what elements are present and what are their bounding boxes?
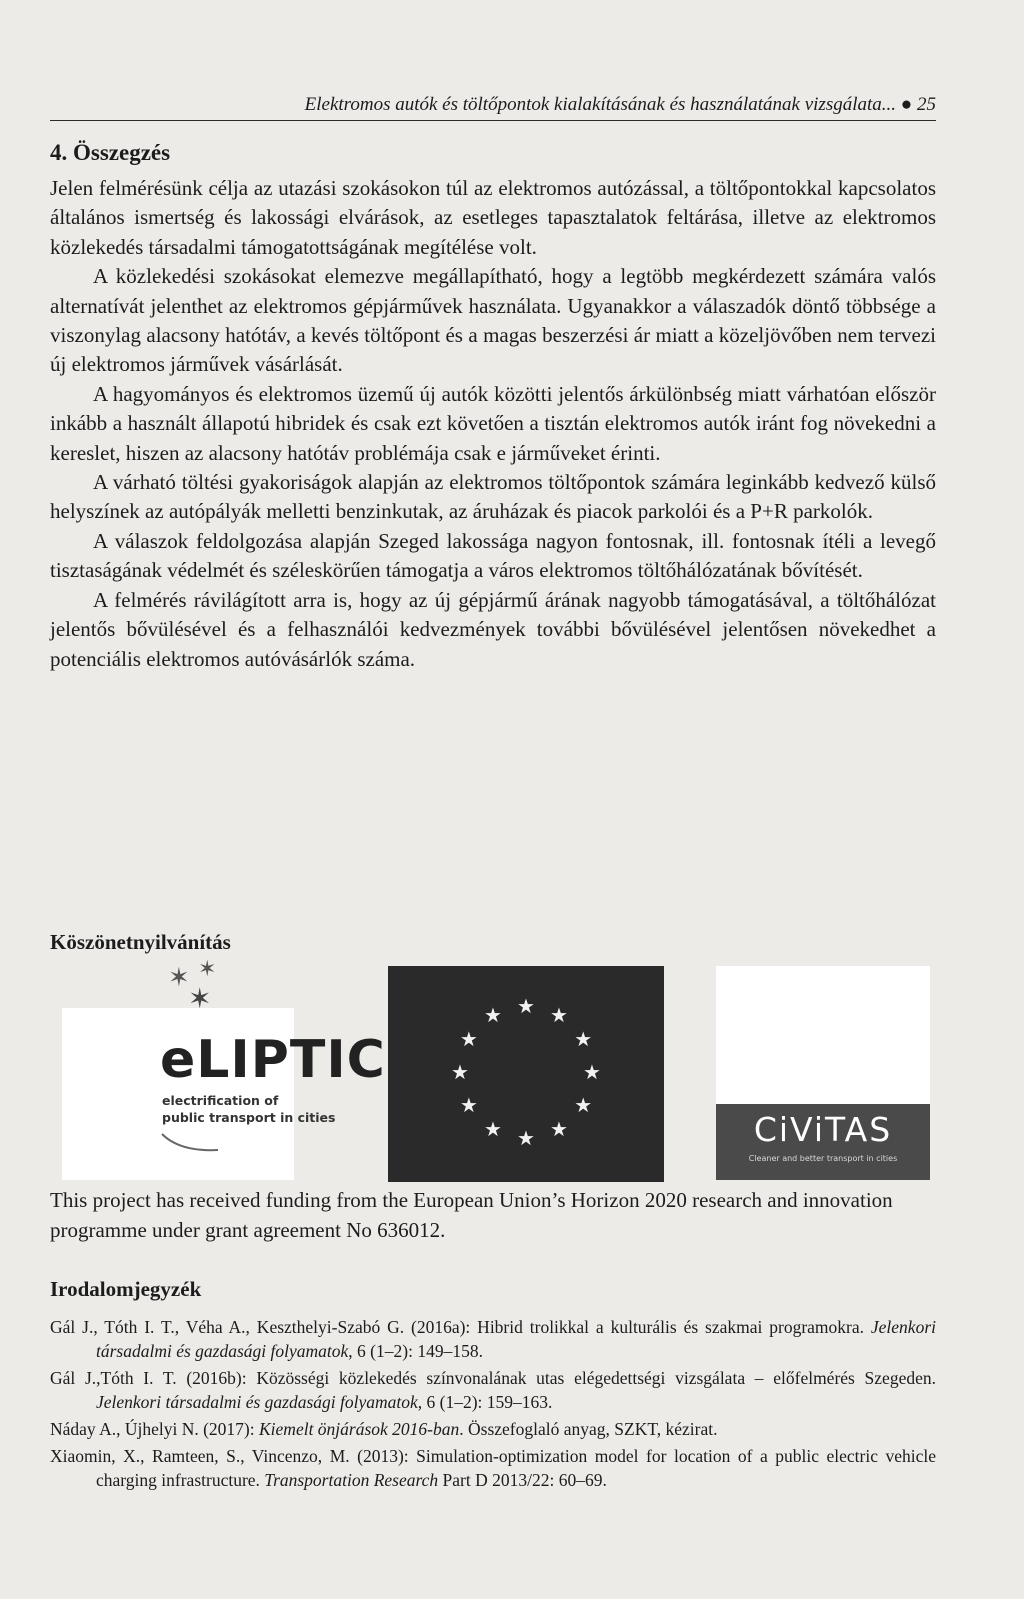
eu-star-icon: ★ — [550, 1002, 568, 1027]
reference-item — [50, 1444, 936, 1492]
funding-statement: This project has received funding from the European Union’s Horizon 2020 research and innovation programme under grant agreement No 636012. — [50, 1188, 893, 1242]
eliptic-logo — [62, 958, 386, 1180]
eu-star-icon: ★ — [583, 1060, 601, 1084]
reference-text: , 6 (1–2): 159–163. — [417, 1392, 553, 1412]
civitas-tagline: Cleaner and better transport in cities — [748, 1154, 898, 1163]
reference-text: . Összefoglaló anyag, SZKT, kézirat. — [459, 1419, 718, 1439]
references-title: Irodalomjegyzék — [50, 1277, 202, 1301]
paragraph: A válaszok feldolgozása alapján Szeged lakossága nagyon fontosnak, ill. fontosnak ítéli a levegő tisztaságának védelmét és széleskörűen támogatja a város elektromos töltőhálózatának bővítését. — [50, 528, 936, 583]
reference-item — [50, 1315, 936, 1363]
eu-star-icon: ★ — [459, 1027, 478, 1051]
eu-star-icon: ★ — [451, 1060, 469, 1084]
reference-text: Xiaomin, X., Ramteen, S., Vincenzo, M. (2013): Simulation-optimization model for location of a public electric vehicle charging infrastructure. — [50, 1446, 936, 1490]
paragraph: Jelen felmérésünk célja az utazási szokásokon túl az elektromos autózással, a töltőpontokkal kapcsolatos általános ismertség és lakossági elvárások, az esetleges tapasztalatok feltárása, illetve az elektromos közlekedés társadalmi támogatottságának megítélése volt. — [50, 176, 936, 259]
reference-journal: Kiemelt önjárások 2016-ban — [259, 1419, 460, 1439]
paragraph: A várható töltési gyakoriságok alapján az elektromos töltőpontok számára leginkább kedvező külső helyszínek az autópályák melletti benzinkutak, az áruházak és piacok parkolói és a P+R parkolók. — [50, 470, 936, 524]
reference-journal: Transportation Research — [264, 1470, 439, 1490]
running-header: Elektromos autók és töltőpontok kialakításának és használatának vizsgálata... ● 25 — [50, 94, 936, 121]
eliptic-tagline — [162, 1092, 335, 1126]
swoosh-icon — [160, 1130, 220, 1156]
summary-body — [50, 174, 936, 674]
eu-star-icon: ★ — [459, 1093, 478, 1117]
civitas-logo — [716, 966, 930, 1180]
eu-flag-icon — [388, 966, 664, 1182]
eu-star-icon: ★ — [484, 1002, 502, 1027]
paragraph: A hagyományos és elektromos üzemű új autók közötti jelentős árkülönbség miatt várhatóan először inkább a használt állapotú hibridek és csak ezt követően a tisztán elektromos autók iránt fog növekedni a kereslet, hiszen az alacsony hatótáv problémája csak e járműveket érinti. — [50, 381, 936, 465]
eliptic-tagline-line: public transport in cities — [162, 1110, 336, 1125]
eliptic-tagline-line: electrification of — [162, 1093, 279, 1108]
reference-text: Gál J., Tóth I. T., Véha A., Keszthelyi-Szabó G. (2016a): Hibrid trolikkal a kulturális és szakmai programokra. — [50, 1317, 871, 1337]
reference-item — [50, 1417, 936, 1441]
eu-star-icon: ★ — [574, 1027, 593, 1051]
paragraph: A közlekedési szokásokat elemezve megállapítható, hogy a legtöbb megkérdezett számára valós alternatívát jelenthet az elektromos gépjárművek használata. Ugyanakkor a válaszadók döntő többsége a viszonylag alacsony hatótáv, a kevés töltőpont és a magas beszerzési ár miatt a közeljövőben nem tervezi új elektromos járművek vásárlását. — [50, 264, 936, 377]
eu-star-icon: ★ — [517, 1126, 535, 1150]
acknowledgement-title: Köszönetnyilvánítás — [50, 930, 231, 954]
civitas-band — [716, 1104, 930, 1180]
star-cluster-icon — [162, 958, 232, 1018]
eu-star-icon: ★ — [484, 1117, 502, 1142]
svg-text:✶: ✶ — [188, 982, 212, 1015]
paragraph: A felmérés rávilágított arra is, hogy az új gépjármű árának nagyobb támogatásával, a töltőhálózat jelentős bővülésével és a felhasználói kedvezmények további bővülésével jelentősen növekedhet a potenciális elektromos autóvásárlók száma. — [50, 587, 936, 671]
eu-star-icon: ★ — [550, 1117, 568, 1142]
reference-item — [50, 1366, 936, 1414]
reference-journal: Jelenkori társadalmi és gazdasági folyamatok — [96, 1392, 418, 1412]
eu-flag-logo — [388, 966, 664, 1182]
svg-text:✶: ✶ — [198, 958, 217, 982]
reference-text: Gál J.,Tóth I. T. (2016b): Közösségi közlekedés színvonalának utas elégedettségi vizsgálata – előfelmérés Szegeden. — [50, 1368, 936, 1388]
reference-journal: Jelenkori társadalmi és gazdasági folyamatok — [96, 1317, 936, 1361]
reference-list — [50, 1315, 936, 1495]
reference-text: Náday A., Újhelyi N. (2017): — [50, 1419, 259, 1439]
eliptic-wordmark: eLIPTIC — [160, 1030, 386, 1090]
reference-text: Part D 2013/22: 60–69. — [438, 1470, 607, 1490]
civitas-wordmark: CiViTAS — [753, 1110, 893, 1149]
section-title: 4. Összegzés — [50, 140, 171, 165]
reference-text: , 6 (1–2): 149–158. — [348, 1341, 483, 1361]
svg-text:✶: ✶ — [168, 963, 190, 993]
eu-star-icon: ★ — [574, 1093, 593, 1117]
eu-star-icon: ★ — [517, 994, 535, 1018]
